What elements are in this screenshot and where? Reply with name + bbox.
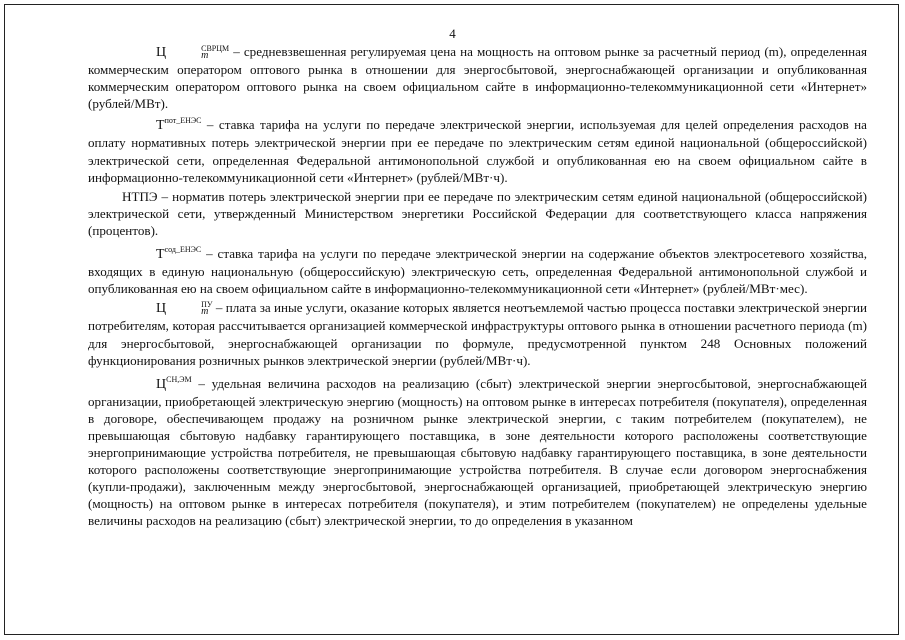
document-body (88, 43, 867, 530)
definition-paragraph (88, 188, 867, 239)
definition-text: – средневзвешенная регулируемая цена на мощность на оптовом рынке за расчетный период (m), определенная коммерческим оператором оптового рынка в отношении для энергосбытовой, энергоснабжающей организации и опубликованная коммерческим оператором оптового рынка на своем официальном сайте в информационно-телекоммуникационной сети «Интернет» (рублей/МВт). (88, 44, 867, 112)
definition-text: НТПЭ – норматив потерь электрической энергии при ее передаче по электрическим сетям единой национальной (общероссийской) электрической сети, утвержденный Министерством энергетики Российской Федерации для соответствующего класса напряжения (процентов). (88, 188, 867, 238)
formula-symbol: Ц ПУ m (156, 300, 213, 318)
definition-paragraph (88, 371, 867, 530)
page-number: 4 (449, 26, 456, 41)
definition-paragraph (88, 112, 867, 185)
definition-paragraph (88, 43, 867, 112)
formula-symbol: $Т^{сод\_ЕНЭС}$ (156, 245, 202, 263)
definition-text: – ставка тарифа на услуги по передаче электрической энергии на содержание объектов электросетевого хозяйства, входящих в единую национальную (общероссийскую) электрическую сеть, определенная Федеральной антимонопольной службой и опубликованная ею на своем официальном сайте в информационно-телекоммуникационной сети «Интернет» (рублей/МВт·мес). (88, 246, 867, 297)
definition-paragraph (88, 299, 867, 368)
formula-symbol: Ц СВРЦМ m (156, 44, 230, 61)
formula-symbol: $Ц^{СН,ЭМ}$ (156, 374, 192, 392)
formula-symbol: $Т^{пот\_ЕНЭС}$ (156, 116, 202, 134)
definition-text: – удельная величина расходов на реализацию (сбыт) электрической энергии энергосбытовой, энергоснабжающей организации, приобретающей электрическую энергию (мощность) на оптовом рынке в интересах потребителя (покупателя), определенная в договоре, обеспечивающем продажу на розничном рынке электрической энергии, с таким потребителем (покупателем), не превышающая сбытовую надбавку гарантирующего поставщика, в зоне деятельности которого расположены соответствующие энергопринимающие устройства потребителя, не превышающая сбытовую надбавку гарантирующего поставщика, в зоне деятельности которого расположены соответствующие энергопринимающие устройства потребителя. В случае если договором энергоснабжения (купли-продажи), заключенным между энергосбытовой, энергоснабжающей организацией, приобретающей электрическую энергию (мощность) на оптовом рынке в интересах потребителя (покупателя), и этим потребителем (покупателем) не определены удельные величины расходов на реализацию (сбыт) электрической энергии, то до определения в указанном (88, 375, 867, 529)
definition-text: – ставка тарифа на услуги по передаче электрической энергии, используемая для целей определения расходов на оплату нормативных потерь электрической энергии при ее передаче по электрическим сетям единой национальной (общероссийской) электрической сети, определенная Федеральной антимонопольной службой и опубликованная ею на своем официальном сайте в информационно-телекоммуникационной сети «Интернет» (рублей/МВт·ч). (88, 117, 867, 185)
definition-text: – плата за иные услуги, оказание которых является неотъемлемой частью процесса поставки электрической энергии потребителям, которая рассчитывается организацией коммерческой инфраструктуры оптового рынка в отношении расчетного периода (m) для энергосбытовой, энергоснабжающей организации по формуле, предусмотренной пунктом 248 Основных положений функционирования розничных рынков электрической энергии (рублей/МВт·ч). (88, 300, 867, 368)
definition-paragraph (88, 241, 867, 297)
